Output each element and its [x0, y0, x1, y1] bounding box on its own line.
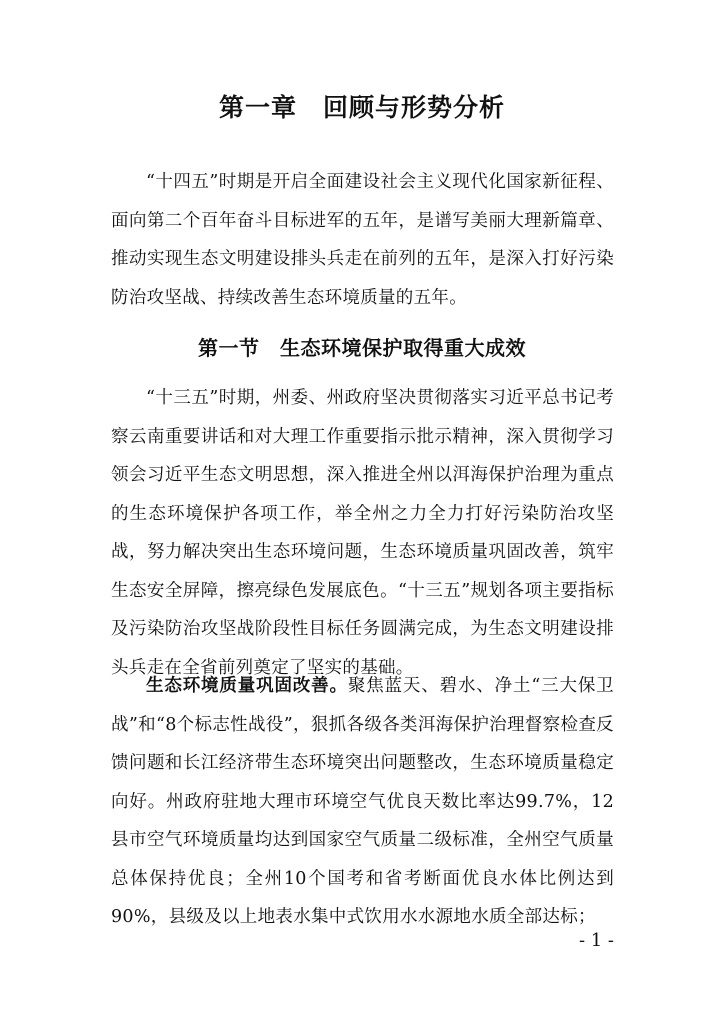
intro-paragraph: “十四五”时期是开启全面建设社会主义现代化国家新征程、面向第二个百年奋斗目标进军的五年，是谱写美丽大理新篇章、推动实现生态文明建设排头兵走在前列的五年，是深入打好污染防治攻坚战、持续改善生态环境质量的五年。: [111, 172, 614, 308]
section-paragraph: “十三五”时期，州委、州政府坚决贯彻落实习近平总书记考察云南重要讲话和对大理工作重要指示批示精神，深入贯彻学习领会习近平生态文明思想，深入推进全州以洱海保护治理为重点的生态环境保护各项工作，举全州之力全力打好污染防治攻坚战，努力解决突出生态环境问题，生态环境质量巩固改善，筑牢生态安全屏障，擦亮绿色发展底色。“十三五”规划各项主要指标及污染防治攻坚战阶段性目标任务圆满完成，为生态文明建设排头兵走在全省前列奠定了坚实的基础。: [111, 388, 614, 678]
paragraph-lead-heading: 生态环境质量巩固改善。: [146, 676, 348, 696]
section-title: 第一节 生态环境保护取得重大成效: [198, 336, 526, 360]
paragraph-body-text: 聚焦蓝天、碧水、净土“三大保卫战”和“8个标志性战役”，狠抓各级各类洱海保护治理督察检查反馈问题和长江经济带生态环境突出问题整改，生态环境质量稳定向好。州政府驻地大理市环境空气优良天数比率达99.7%，12县市空气环境质量均达到国家空气质量二级标准，全州空气质量总体保持优良；全州10个国考和省考断面优良水体比例达到90%，县级及以上地表水集中式饮用水水源地水质全部达标；: [111, 676, 614, 927]
quality-paragraph: [111, 667, 614, 937]
chapter-title: 第一章 回顾与形势分析: [218, 93, 505, 122]
page-number: - 1 -: [578, 930, 614, 951]
